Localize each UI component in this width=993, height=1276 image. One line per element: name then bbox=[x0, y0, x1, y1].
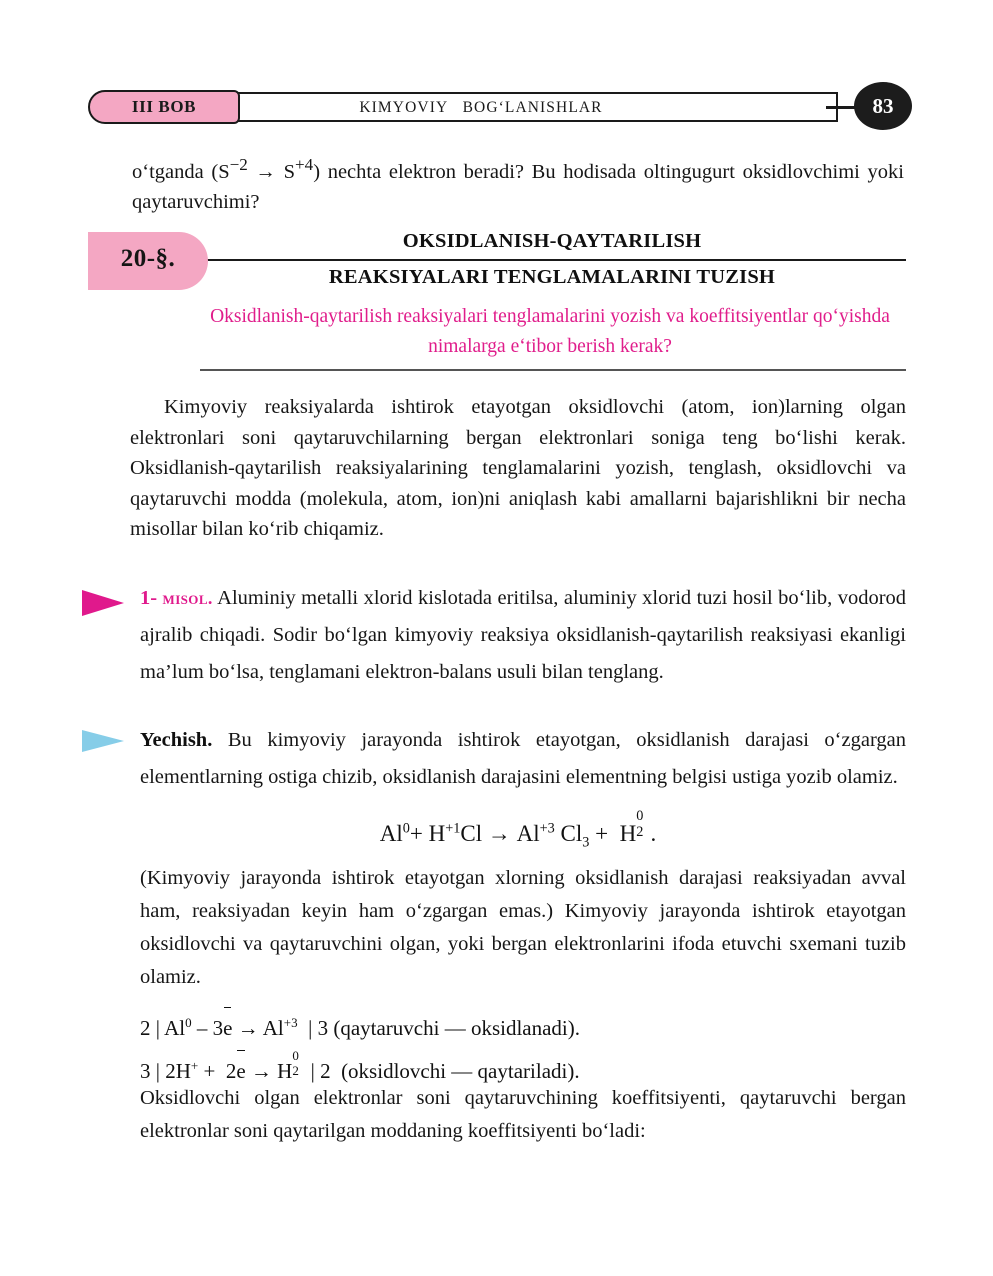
section-heading bbox=[88, 228, 906, 373]
solution-paragraph bbox=[140, 722, 906, 796]
section-lead-question: Oksidlanish-qaytarilish reaksiyalari tenglamalarini yozish va koeffitsiyentlar qo‘yishda nimalarga e‘tibor berish kerak? bbox=[210, 306, 890, 357]
closing-paragraph-text: Oksidlovchi olgan elektronlar soni qaytaruvchining koeffitsiyenti, qaytaruvchi bergan elektronlar soni qaytarilgan moddaning koeffitsiyenti bo‘ladi: bbox=[140, 1087, 906, 1142]
eq-plus-2: + bbox=[595, 821, 609, 846]
eq-reactant-1-charge: 0 bbox=[402, 820, 410, 837]
closing-paragraph-block bbox=[140, 1082, 906, 1148]
eq-reactant-1: Al bbox=[379, 821, 403, 846]
eq-product-1: Al bbox=[516, 821, 540, 846]
half-reaction-row bbox=[140, 1004, 906, 1047]
section-title-line1: OKSIDLANISH-QAYTARILISH bbox=[402, 230, 702, 252]
main-paragraph-block bbox=[130, 392, 906, 545]
hr2-species-charge: + bbox=[190, 1058, 199, 1073]
eq-product-1-sub: 3 bbox=[582, 834, 590, 851]
heading-rule-middle bbox=[200, 259, 906, 261]
running-header bbox=[88, 90, 894, 126]
note-paragraph-text: (Kimyoviy jarayonda ishtirok etayotgan xlorning oksidlanish darajasi reaksiyadan avval ham, reaksiyadan keyin ham o‘zgargan emas.) Kimyoviy jarayonda ishtirok etayotgan oksidlovchi va qaytaruvchini olgan, yoki bergan elektronlarini ifoda etuvchi sxemani tuzib olamiz. bbox=[140, 867, 906, 988]
hr1-bar-left: | bbox=[155, 1016, 160, 1040]
intro-question-block bbox=[132, 150, 904, 218]
hr1-coefficient-left: 2 bbox=[140, 1016, 151, 1040]
example-label-number: 1- bbox=[140, 587, 158, 609]
hr1-annotation: (qaytaruvchi — oksidlanadi). bbox=[333, 1016, 581, 1040]
eq-plus-1: + bbox=[409, 821, 423, 846]
page-number-badge bbox=[854, 82, 912, 130]
hr2-product-sub: 2 bbox=[292, 1062, 299, 1078]
eq-product-1-tail: Cl bbox=[560, 821, 583, 846]
half-reactions-block bbox=[140, 1004, 906, 1090]
eq-arrow: → bbox=[487, 821, 511, 846]
chapter-tag bbox=[88, 90, 240, 124]
main-paragraph-text: Kimyoviy reaksiyalarda ishtirok etayotgan oksidlovchi (atom, ion)larning olgan elektronlari soni qaytaruvchilarning bergan elektronlari soniga teng bo‘lishi kerak. Oksidlanish-qaytarilish reaksiyalarining tenglamalarini yozish, tenglash, oksidlovchi va qaytaruvchi modda (molekula, atom, ion)ni aniqlash kabi amallarni bajarishlikni bir necha misollar bilan ko‘rib chiqamiz. bbox=[130, 396, 906, 540]
eq-product-2-sub: 2 bbox=[636, 824, 644, 841]
hr1-coefficient-right: 3 bbox=[317, 1016, 329, 1040]
intro-question-text: o‘tganda $(S^{-2} \to S^{+4})$ nechta elektron beradi? Bu hodisada oltingugurt oksidlovchimi yoki qaytaruvchimi? bbox=[132, 155, 904, 214]
section-title-line2: REAKSIYALARI TENGLAMALARINI TUZISH bbox=[328, 266, 776, 288]
hr2-bar-left: | bbox=[155, 1059, 160, 1083]
hr1-product-charge: +3 bbox=[283, 1015, 298, 1030]
solution-text: Bu kimyoviy jarayonda ishtirok etayotgan, oksidlanish darajasi o‘zgargan elementlarning ostiga chizib, oksidlanish darajasini elementning belgisi ustiga yozib olamiz. bbox=[140, 729, 907, 788]
hr2-arrow: → bbox=[250, 1059, 272, 1083]
eq-reactant-2-tail: Cl bbox=[460, 821, 483, 846]
hr1-bar-right: | bbox=[308, 1016, 313, 1040]
section-number-label: 20-§. bbox=[120, 245, 176, 272]
example-text: Aluminiy metalli xlorid kislotada eritilsa, aluminiy xlorid tuzi hosil bo‘lib, vodorod ajralib chiqadi. Sodir bo‘lgan kimyoviy reaksiya oksidlanish-qaytarilish reaksiyasi ekanligi ma’lum bo‘lsa, tenglamani elektron-balans usuli bilan tenglang. bbox=[140, 587, 907, 683]
hr2-species: 2H bbox=[165, 1059, 191, 1083]
heading-rule-bottom bbox=[200, 369, 906, 371]
eq-product-2: H bbox=[619, 821, 637, 846]
solution-block bbox=[140, 722, 906, 796]
eq-reactant-2: H bbox=[428, 821, 446, 846]
hr2-annotation: (oksidlovchi — qaytariladi). bbox=[341, 1059, 580, 1083]
eq-product-2-charge: 0 bbox=[636, 808, 644, 825]
eq-period: . bbox=[650, 821, 657, 846]
hr1-species: Al bbox=[164, 1016, 186, 1040]
note-paragraph-block bbox=[140, 862, 906, 994]
hr1-product: Al bbox=[262, 1016, 284, 1040]
hr2-bar-right: | bbox=[310, 1059, 315, 1083]
chemical-equation bbox=[132, 808, 904, 852]
hr1-electron-count: 3 bbox=[212, 1016, 224, 1040]
example-block bbox=[140, 580, 906, 691]
hr1-arrow: → bbox=[237, 1016, 259, 1040]
example-label bbox=[140, 587, 213, 609]
example-paragraph bbox=[140, 580, 906, 691]
hr2-electron-symbol: e bbox=[236, 1052, 245, 1090]
hr1-electron-symbol: e bbox=[223, 1009, 232, 1047]
solution-label: Yechish. bbox=[140, 729, 213, 751]
page-number: 83 bbox=[872, 94, 894, 118]
hr2-product: H bbox=[277, 1059, 293, 1083]
eq-reactant-2-charge: +1 bbox=[445, 820, 461, 837]
triangle-marker-icon bbox=[82, 590, 124, 616]
chapter-tag-label: III BOB bbox=[131, 97, 197, 116]
eq-product-2-stack bbox=[636, 808, 650, 841]
running-title: KIMYOVIY BOG‘LANISHLAR bbox=[359, 99, 603, 116]
section-number-pill bbox=[88, 232, 208, 290]
example-label-word: misol. bbox=[162, 588, 213, 608]
hr2-coefficient-left: 3 bbox=[140, 1059, 151, 1083]
hr1-operator: – bbox=[196, 1016, 208, 1040]
hr2-product-stack bbox=[292, 1047, 305, 1078]
hr2-electron-count: 2 bbox=[225, 1059, 237, 1083]
hr2-operator: + bbox=[203, 1059, 216, 1083]
hr2-product-charge: 0 bbox=[292, 1047, 299, 1063]
hr2-coefficient-right: 2 bbox=[320, 1059, 331, 1083]
eq-product-1-charge: +3 bbox=[539, 820, 555, 837]
hr1-species-charge: 0 bbox=[185, 1015, 192, 1030]
triangle-marker-blue-icon bbox=[82, 730, 124, 752]
